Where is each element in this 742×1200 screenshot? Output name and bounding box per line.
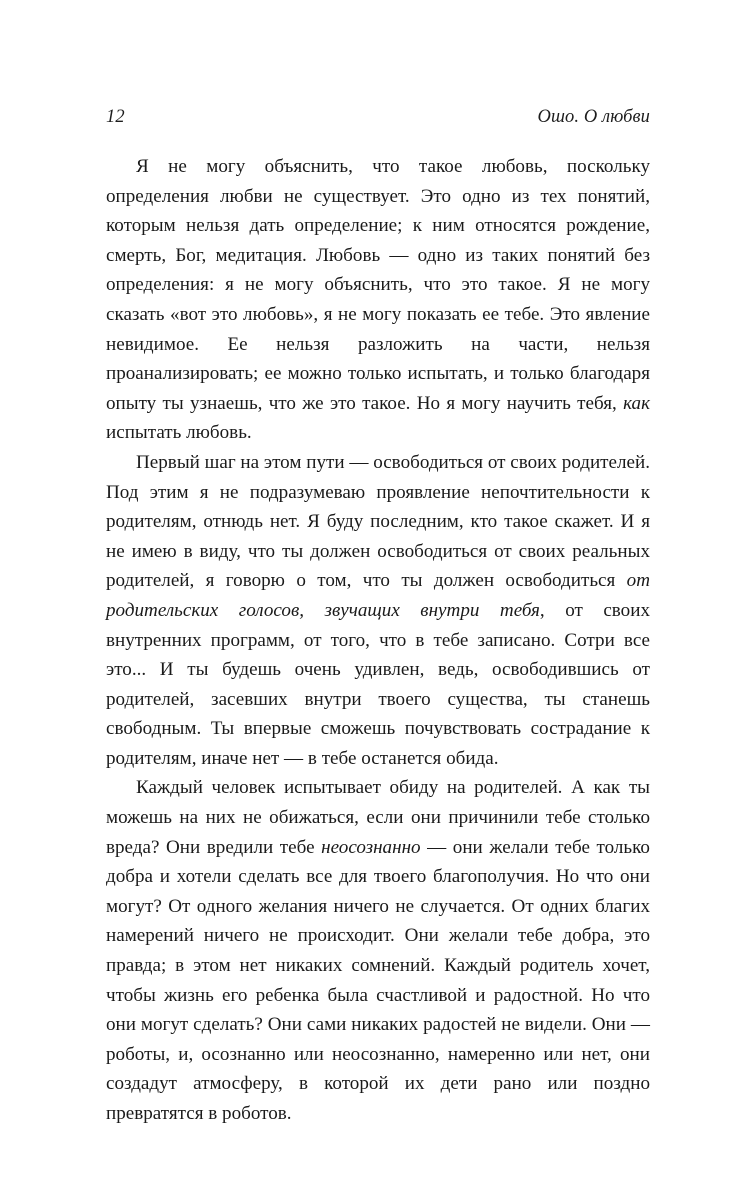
body-text-run: Первый шаг на этом пути — освободиться от своих родителей. Под этим я не подразумеваю проявление непочтительности к родителям, отнюдь нет. Я буду последним, кто такое скажет. И я не имею в виду, что ты должен освободиться от своих реальных родителей, я говорю о том, что ты должен освободиться [106,451,650,592]
body-text-run: Каждый человек испытывает обиду на родителей. А как ты можешь на них не обижаться, если они причинили тебе столько вреда? Они вредили тебе [106,777,650,858]
running-head [106,104,650,130]
page-number: 12 [106,107,125,127]
body-paragraph [106,773,650,1128]
body-paragraph [106,152,650,448]
body-text-run: Я не могу объяснить, что такое любовь, поскольку определения любви не существует. Это одно из тех понятий, которым нельзя дать определение; к ним относятся рождение, смерть, Бог, медитация. Любовь — одно из таких понятий без определения: я не могу объяснить, что это такое. Я не могу сказать «вот это любовь», я не могу показать ее тебе. Это явление невидимое. Ее нельзя разложить на части, нельзя проанализировать; ее можно только испытать, и только благодаря опыту ты узнаешь, что же это такое. Но я могу научить тебя, [106,156,650,414]
body-text-run: испытать любовь. [106,422,252,444]
emphasized-text: неосознанно [321,836,421,858]
book-title: Ошо. О любви [537,107,650,127]
emphasized-text: от родительских голосов, звучащих внутри тебя [106,570,650,621]
body-paragraph [106,448,650,774]
body-text-run: , от своих внутренних программ, от того, что в тебе записано. Сотри все это... И ты будешь очень удивлен, ведь, освободившись от родителей, засевших внутри твоего существа, ты станешь свободным. Ты впервые сможешь почувствовать сострадание к родителям, иначе нет — в тебе останется обида. [106,599,650,769]
body-text-run: — они желали тебе только добра и хотели сделать все для твоего благополучия. Но что они могут? От одного желания ничего не случается. От одних благих намерений ничего не происходит. Они желали тебе добра, это правда; в этом нет никаких сомнений. Каждый родитель хочет, чтобы жизнь его ребенка была счастливой и радостной. Но что они могут сделать? Они сами никаких радостей не видели. Они — роботы, и, осознанно или неосознанно, намеренно или нет, они создадут атмосферу, в которой их дети рано или поздно превратятся в роботов. [106,836,650,1124]
emphasized-text: как [623,392,650,414]
body-text-column [106,152,650,1129]
